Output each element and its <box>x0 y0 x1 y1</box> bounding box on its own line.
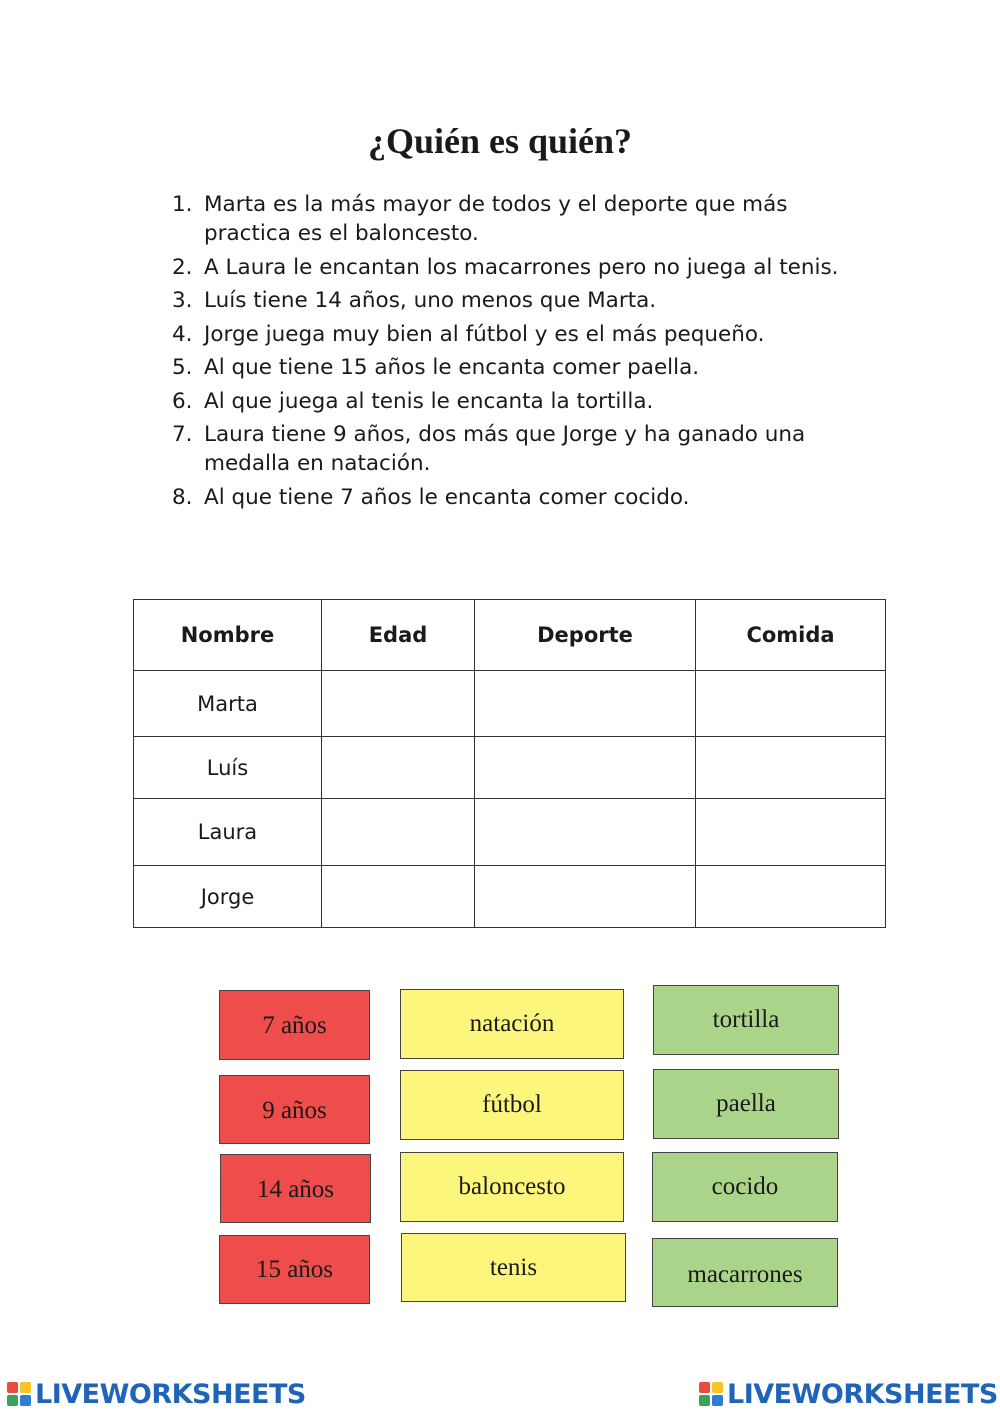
clue-text: Al que tiene 15 años le encanta comer paella. <box>204 355 700 380</box>
clue-item <box>168 353 868 382</box>
age-card[interactable]: 7 años <box>219 990 370 1060</box>
table-header-row <box>134 600 886 671</box>
sport-card[interactable]: baloncesto <box>400 1152 624 1222</box>
deporte-drop-cell[interactable] <box>475 737 696 799</box>
name-cell: Laura <box>134 799 322 866</box>
clue-text: Marta es la más mayor de todos y el deporte que más practica es el baloncesto. <box>204 192 788 246</box>
header-comida: Comida <box>696 600 886 671</box>
clue-item <box>168 253 868 282</box>
clue-number: 8. <box>172 484 193 510</box>
edad-drop-cell[interactable] <box>322 799 475 866</box>
liveworksheets-logo-icon <box>6 1381 32 1407</box>
clue-item <box>168 420 868 478</box>
comida-drop-cell[interactable] <box>696 737 886 799</box>
clue-number: 1. <box>172 192 193 217</box>
footer-brand-text: LIVEWORKSHEETS <box>727 1378 998 1410</box>
food-card[interactable]: cocido <box>652 1152 838 1222</box>
footer-brand-text: LIVEWORKSHEETS <box>35 1378 306 1410</box>
clue-item <box>168 190 868 248</box>
age-card[interactable]: 9 años <box>219 1075 370 1144</box>
footer-logo-left <box>6 1378 306 1410</box>
table-row <box>134 799 886 866</box>
clue-list <box>168 190 868 516</box>
table-row <box>134 866 886 928</box>
sport-card[interactable]: natación <box>400 989 624 1059</box>
clue-item <box>168 286 868 315</box>
comida-drop-cell[interactable] <box>696 671 886 737</box>
table-row <box>134 671 886 737</box>
edad-drop-cell[interactable] <box>322 866 475 928</box>
comida-drop-cell[interactable] <box>696 799 886 866</box>
table-row <box>134 737 886 799</box>
deporte-drop-cell[interactable] <box>475 671 696 737</box>
liveworksheets-logo-icon <box>698 1381 724 1407</box>
deporte-drop-cell[interactable] <box>475 799 696 866</box>
clue-item <box>168 483 868 512</box>
clue-number: 5. <box>172 355 193 380</box>
answer-table <box>133 599 886 928</box>
header-nombre: Nombre <box>134 600 322 671</box>
clue-item <box>168 320 868 349</box>
clue-text: Laura tiene 9 años, dos más que Jorge y ha ganado una medalla en natación. <box>204 422 806 476</box>
page-title: ¿Quién es quién? <box>367 121 633 161</box>
food-card[interactable]: macarrones <box>652 1238 838 1307</box>
header-deporte: Deporte <box>475 600 696 671</box>
sport-card[interactable]: tenis <box>401 1233 626 1302</box>
deporte-drop-cell[interactable] <box>475 866 696 928</box>
clue-item <box>168 387 868 416</box>
edad-drop-cell[interactable] <box>322 737 475 799</box>
clue-number: 6. <box>172 388 193 414</box>
food-card[interactable]: tortilla <box>653 985 839 1055</box>
clue-number: 3. <box>172 288 193 313</box>
clue-text: Al que juega al tenis le encanta la tortilla. <box>204 388 654 414</box>
clue-number: 7. <box>172 422 193 447</box>
clue-number: 4. <box>172 321 193 347</box>
name-cell: Luís <box>134 737 322 799</box>
edad-drop-cell[interactable] <box>322 671 475 737</box>
sport-card[interactable]: fútbol <box>400 1070 624 1140</box>
age-card[interactable]: 15 años <box>219 1235 370 1304</box>
food-card[interactable]: paella <box>653 1069 839 1139</box>
clue-text: Luís tiene 14 años, uno menos que Marta. <box>204 288 657 313</box>
clue-text: Jorge juega muy bien al fútbol y es el más pequeño. <box>204 321 765 347</box>
clue-text: A Laura le encantan los macarrones pero no juega al tenis. <box>204 254 839 280</box>
name-cell: Marta <box>134 671 322 737</box>
footer-logo-right <box>698 1378 998 1410</box>
clue-number: 2. <box>172 254 193 280</box>
comida-drop-cell[interactable] <box>696 866 886 928</box>
name-cell: Jorge <box>134 866 322 928</box>
age-card[interactable]: 14 años <box>220 1154 371 1223</box>
clue-text: Al que tiene 7 años le encanta comer cocido. <box>204 484 690 510</box>
header-edad: Edad <box>322 600 475 671</box>
